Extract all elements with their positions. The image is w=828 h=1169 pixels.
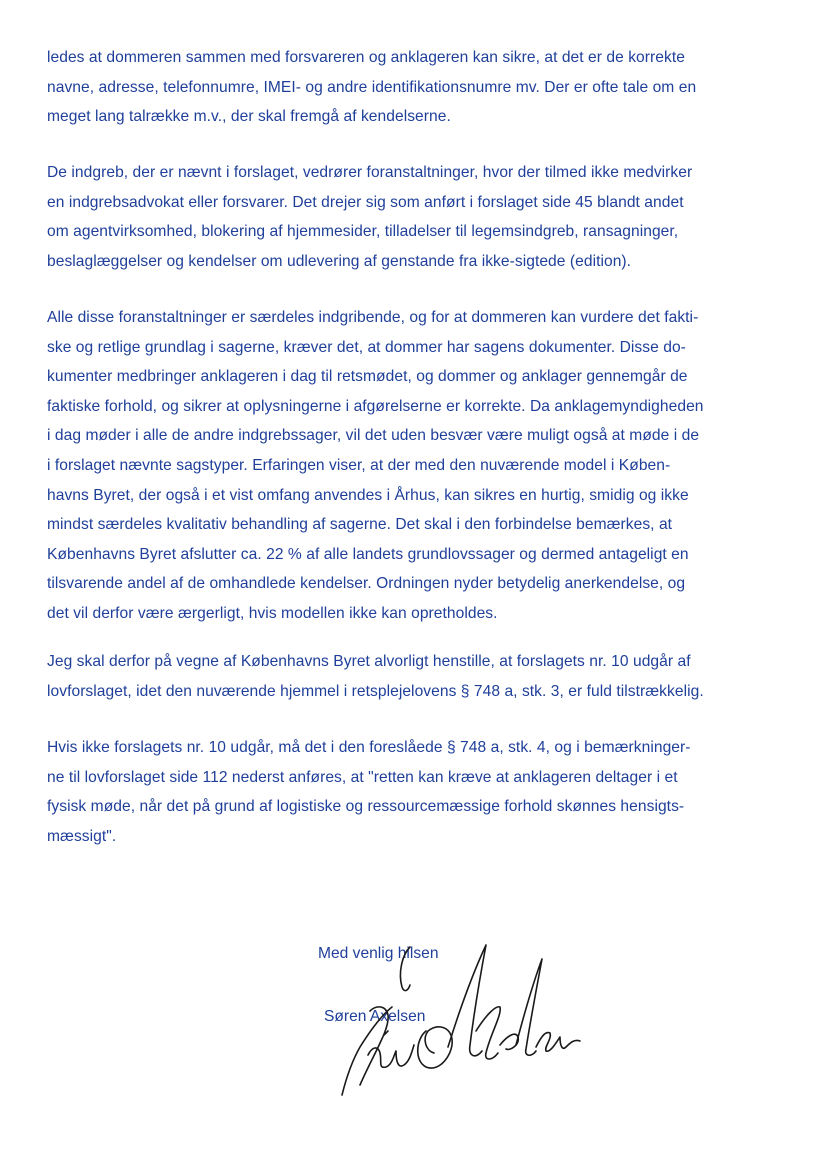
text-line: havns Byret, der også i et vist omfang anvendes i Århus, kan sikres en hurtig, smidig og ikke (47, 486, 689, 504)
text-line: ledes at dommeren sammen med forsvareren og anklageren kan sikre, at det er de korrekte (47, 49, 685, 66)
text-line: i dag møder i alle de andre indgrebssager, vil det uden besvær være muligt også at møde i de (47, 427, 700, 445)
text-line: ske og retlige grundlag i sagerne, kræver det, at dommer har sagens dokumenter. Disse do- (47, 338, 686, 356)
text-line: faktiske forhold, og sikrer at oplysningerne i afgørelserne er korrekte. Da anklagemyndigheden (47, 397, 704, 415)
text-line: ne til lovforslaget side 112 nederst anføres, at "retten kan kræve at anklageren deltager i et (47, 768, 678, 786)
text-line: tilsvarende andel af de omhandlede kendelser. Ordningen nyder betydelig anerkendelse, og (47, 575, 686, 593)
text-line: Hvis ikke forslagets nr. 10 udgår, må det i den foreslåede § 748 a, stk. 4, og i bemærkninger- (47, 739, 691, 756)
paragraph-2 (47, 158, 767, 276)
handwritten-signature (330, 935, 590, 1105)
text-line: mindst særdeles kvalitativ behandling af sagerne. Det skal i den forbindelse bemærkes, at (47, 516, 673, 534)
text-line: Københavns Byret afslutter ca. 22 % af alle landets grundlovssager og dermed antageligt en (47, 545, 689, 563)
signatory-name: Søren Axelsen (324, 1008, 426, 1025)
text-line: navne, adresse, telefonnumre, IMEI- og andre identifikationsnumre mv. Der er ofte tale om en (47, 78, 697, 96)
text-line: fysisk møde, når det på grund af logistiske og ressourcemæssige forhold skønnes hensigts- (47, 798, 685, 816)
paragraph-5 (47, 733, 767, 851)
text-line: Jeg skal derfor på vegne af Københavns Byret alvorligt henstille, at forslagets nr. 10 udgår af (47, 653, 691, 670)
text-line: en indgrebsadvokat eller forsvarer. Det drejer sig som anført i forslaget side 45 blandt andet (47, 193, 684, 211)
text-line: meget lang talrække m.v., der skal fremgå af kendelserne. (47, 108, 451, 126)
closing-greeting: Med venlig hilsen (318, 945, 439, 962)
paragraph-1 (47, 43, 767, 132)
text-line: Alle disse foranstaltninger er særdeles indgribende, og for at dommeren kan vurdere det fakti- (47, 309, 699, 326)
text-line: lovforslaget, idet den nuværende hjemmel i retsplejelovens § 748 a, stk. 3, er fuld tilstrækkelig. (47, 682, 704, 700)
text-line: i forslaget nævnte sagstyper. Erfaringen viser, at der med den nuværende model i Køben- (47, 456, 671, 474)
paragraph-4 (47, 647, 767, 706)
text-line: det vil derfor være ærgerligt, hvis modellen ikke kan opretholdes. (47, 604, 498, 622)
text-line: De indgreb, der er nævnt i forslaget, vedrører foranstaltninger, hvor der tilmed ikke medvirker (47, 164, 693, 181)
text-line: beslaglæggelser og kendelser om udlevering af genstande fra ikke-sigtede (edition). (47, 252, 632, 270)
text-line: kumenter medbringer anklageren i dag til retsmødet, og dommer og anklager gennemgår de (47, 368, 688, 386)
text-line: mæssigt". (47, 827, 117, 845)
text-line: om agentvirksomhed, blokering af hjemmesider, tilladelser til legemsindgreb, ransagninger, (47, 223, 679, 241)
paragraph-3 (47, 303, 767, 629)
